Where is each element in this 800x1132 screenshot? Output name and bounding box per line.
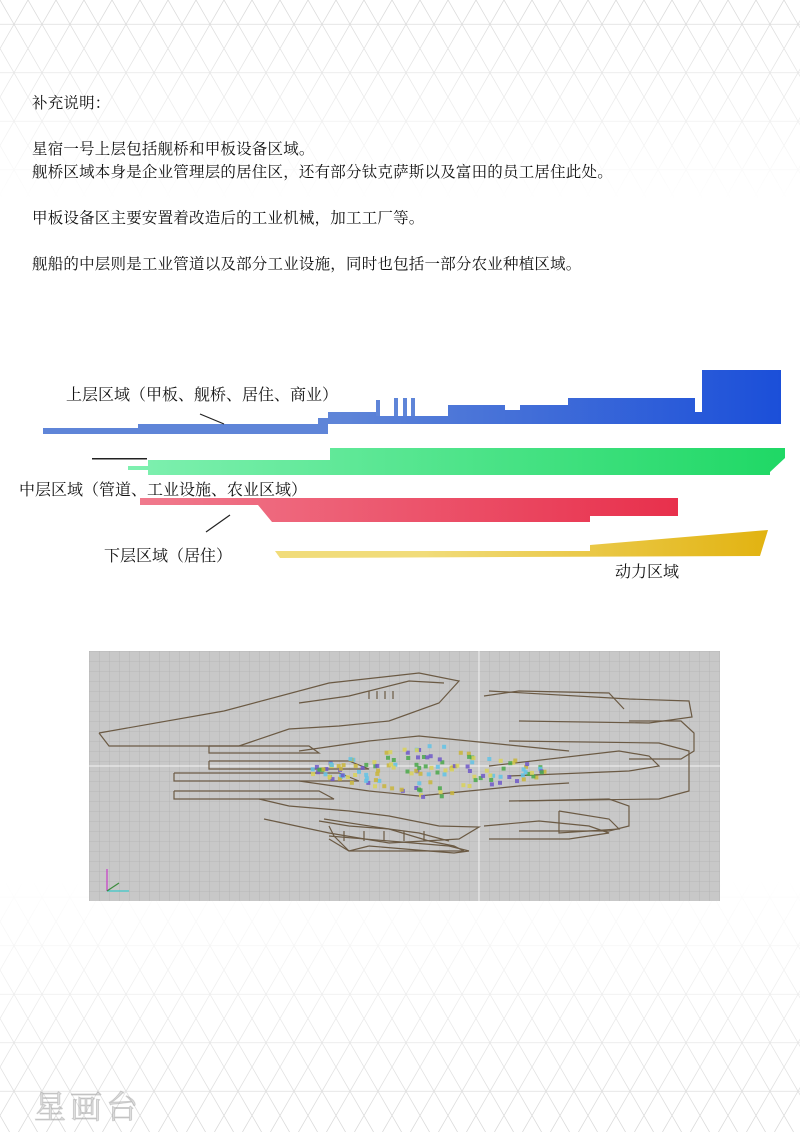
interior-marker <box>416 755 420 759</box>
interior-marker <box>440 794 444 798</box>
interior-marker <box>459 751 463 755</box>
interior-marker <box>400 788 404 792</box>
interior-marker <box>499 775 503 779</box>
interior-marker <box>467 755 471 759</box>
interior-marker <box>342 763 346 767</box>
interior-marker <box>444 768 448 772</box>
interior-marker <box>498 781 502 785</box>
interior-marker <box>507 775 511 779</box>
interior-marker <box>499 759 503 763</box>
interior-marker <box>339 767 343 771</box>
interior-marker <box>424 764 428 768</box>
interior-marker <box>350 781 354 785</box>
notes-heading: 补充说明： <box>32 94 111 112</box>
interior-marker <box>430 766 434 770</box>
interior-marker <box>389 762 393 766</box>
interior-marker <box>474 778 478 782</box>
interior-marker <box>375 764 379 768</box>
interior-marker <box>415 748 419 752</box>
blueprint-grid <box>89 651 720 901</box>
interior-marker <box>428 744 432 748</box>
interior-marker <box>330 763 334 767</box>
interior-marker <box>540 770 544 774</box>
interior-marker <box>385 751 389 755</box>
interior-marker <box>489 778 493 782</box>
interior-marker <box>417 781 421 785</box>
power-layer-label: 动力区域 <box>615 562 680 581</box>
interior-marker <box>485 769 489 773</box>
interior-marker <box>455 764 459 768</box>
interior-marker <box>428 780 432 784</box>
interior-marker <box>436 771 440 775</box>
interior-marker <box>515 779 519 783</box>
notes-line: 星宿一号上层包括舰桥和甲板设备区域。 <box>32 140 315 158</box>
interior-marker <box>442 745 446 749</box>
interior-marker <box>490 782 494 786</box>
interior-marker <box>524 770 528 774</box>
power-layer-shape <box>275 530 768 558</box>
interior-marker <box>364 773 368 777</box>
interior-marker <box>470 760 474 764</box>
layer-diagram <box>0 360 800 600</box>
interior-marker <box>419 772 423 776</box>
notes-line: 舰船的中层则是工业管道以及部分工业设施，同时也包括一部分农业种植区域。 <box>32 255 582 273</box>
interior-marker <box>373 784 377 788</box>
interior-marker <box>472 756 476 760</box>
interior-marker <box>406 756 410 760</box>
interior-marker <box>403 748 407 752</box>
interior-marker <box>375 772 379 776</box>
interior-marker <box>443 772 447 776</box>
interior-marker <box>417 788 421 792</box>
interior-marker <box>427 772 431 776</box>
interior-marker <box>436 765 440 769</box>
notes-paragraph <box>32 207 772 230</box>
middle-layer-label: 中层区域（管道、工业设施、农业区域） <box>19 480 308 499</box>
interior-marker <box>438 757 442 761</box>
interior-marker <box>364 763 368 767</box>
interior-marker <box>354 764 358 768</box>
interior-marker <box>439 790 443 794</box>
interior-marker <box>317 768 321 772</box>
interior-marker <box>372 760 376 764</box>
notes-line: 舰桥区域本身是企业管理层的居住区，还有部分钛克萨斯以及富田的员工居住此处。 <box>32 163 613 181</box>
interior-marker <box>346 775 350 779</box>
interior-marker <box>341 773 345 777</box>
watermark-logo: 星画台 <box>34 1088 143 1126</box>
notes-section <box>32 92 772 299</box>
interior-marker <box>429 754 433 758</box>
interior-marker <box>438 786 442 790</box>
upper-layer-label: 上层区域（甲板、舰桥、居住、商业） <box>66 385 339 404</box>
interior-marker <box>468 769 472 773</box>
interior-marker <box>392 758 396 762</box>
interior-marker <box>321 767 325 771</box>
notes-line: 甲板设备区主要安置着改造后的工业机械，加工工厂等。 <box>32 209 425 227</box>
notes-paragraph <box>32 138 772 184</box>
interior-marker <box>531 774 535 778</box>
interior-marker <box>311 767 315 771</box>
interior-marker <box>324 772 328 776</box>
middle-layer-shape <box>92 448 785 475</box>
interior-marker <box>513 759 517 763</box>
interior-marker <box>468 784 472 788</box>
interior-marker <box>522 777 526 781</box>
interior-marker <box>388 750 392 754</box>
interior-marker <box>481 774 485 778</box>
interior-marker <box>311 772 315 776</box>
interior-marker <box>487 757 491 761</box>
interior-marker <box>508 761 512 765</box>
interior-marker <box>349 757 353 761</box>
interior-marker <box>374 778 378 782</box>
interior-marker <box>357 770 361 774</box>
interior-marker <box>488 774 492 778</box>
interior-marker <box>353 773 357 777</box>
interior-marker <box>406 770 410 774</box>
interior-marker <box>502 767 506 771</box>
interior-marker <box>415 763 419 767</box>
interior-marker <box>421 795 425 799</box>
interior-marker <box>382 784 386 788</box>
notes-paragraph <box>32 253 772 276</box>
interior-marker <box>425 755 429 759</box>
interior-marker <box>466 765 470 769</box>
interior-marker <box>328 775 332 779</box>
interior-marker <box>410 771 414 775</box>
interior-marker <box>530 771 534 775</box>
interior-marker <box>525 762 529 766</box>
ship-blueprint <box>89 651 720 901</box>
interior-marker <box>461 783 465 787</box>
interior-marker <box>390 786 394 790</box>
interior-marker <box>450 791 454 795</box>
interior-marker <box>386 756 390 760</box>
lower-layer-label: 下层区域（居住） <box>104 546 233 565</box>
interior-marker <box>361 766 365 770</box>
interior-marker <box>365 776 369 780</box>
